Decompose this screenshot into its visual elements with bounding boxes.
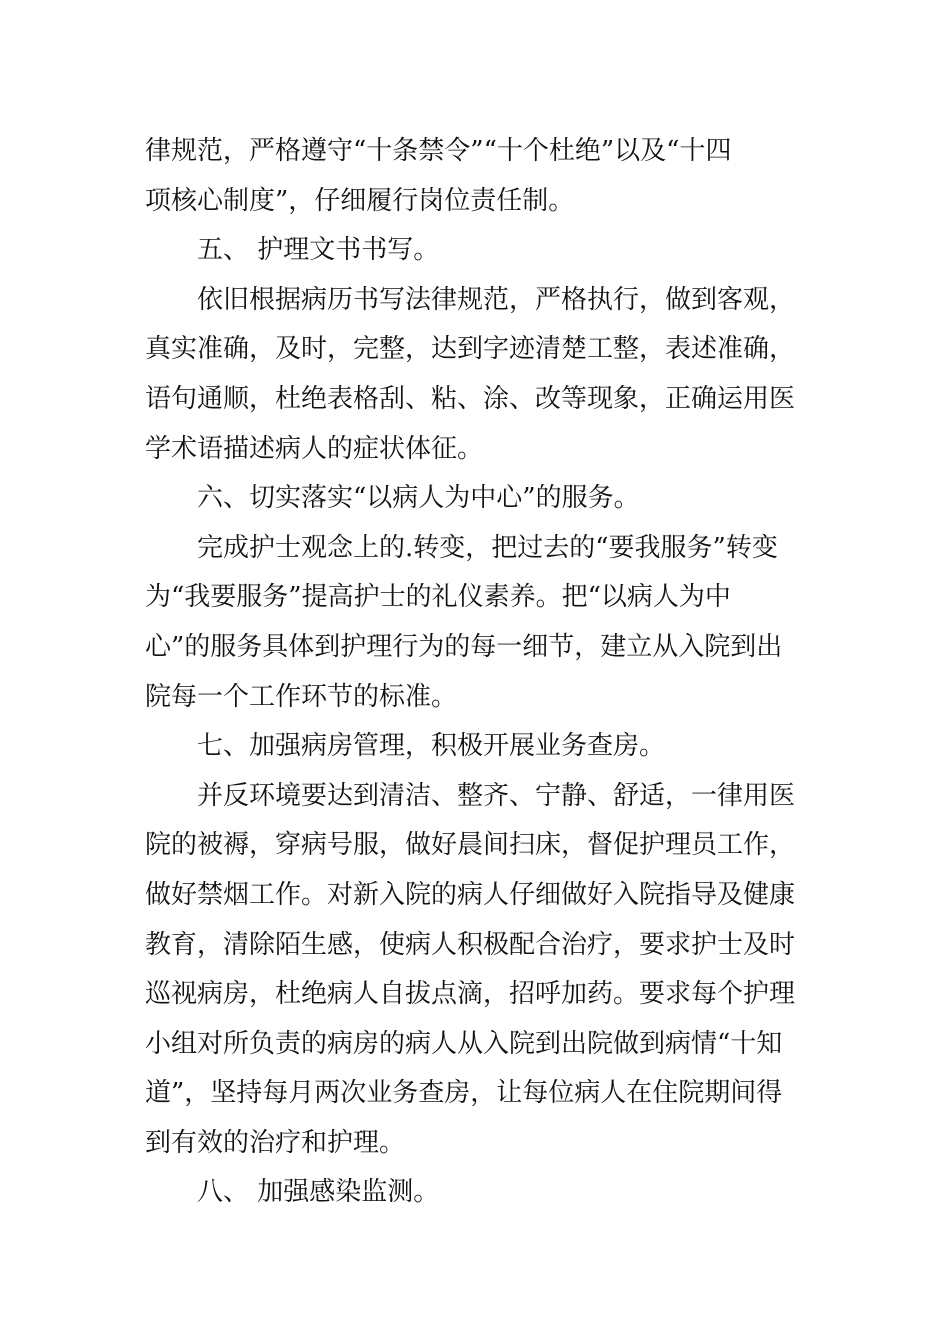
paragraph-line: 律规范，严格遵守“十条禁令”“十个杜绝”以及“十四 xyxy=(145,136,732,166)
paragraph-line: 小组对所负责的病房的病人从入院到出院做到病情“十知 xyxy=(145,1028,783,1059)
paragraph-line: 院每一个工作环节的标准。 xyxy=(145,681,458,712)
paragraph-line: 教育，清除陌生感，使病人积极配合治疗，要求护士及时 xyxy=(145,929,796,960)
paragraph-line: 心”的服务具体到护理行为的每一细节，建立从入院到出 xyxy=(145,631,783,662)
paragraph-line: 为“我要服务”提高护士的礼仪素养。把“以病人为中 xyxy=(145,582,731,613)
section-heading-8: 八、 加强感染监测。 xyxy=(197,1177,440,1208)
paragraph-line: 真实准确，及时，完整，达到字迹清楚工整，表述准确， xyxy=(145,334,796,365)
paragraph-line: 完成护士观念上的.转变，把过去的“要我服务”转变 xyxy=(197,532,778,563)
paragraph-line: 院的被褥，穿病号服，做好晨间扫床，督促护理员工作， xyxy=(145,830,796,861)
document-body xyxy=(145,127,807,1218)
paragraph-line: 依旧根据病历书写法律规范，严格执行，做到客观， xyxy=(197,284,796,315)
paragraph-line: 巡视病房，杜绝病人自拔点滴，招呼加药。要求每个护理 xyxy=(145,979,796,1010)
paragraph-line: 项核心制度”，仔细履行岗位责任制。 xyxy=(145,185,575,216)
paragraph-line: 语句通顺，杜绝表格刮、粘、涂、改等现象，正确运用医 xyxy=(145,383,796,414)
paragraph-line: 道”，坚持每月两次业务查房，让每位病人在住院期间得 xyxy=(145,1078,783,1109)
section-heading-5: 五、 护理文书书写。 xyxy=(197,235,440,266)
paragraph-line: 做好禁烟工作。对新入院的病人仔细做好入院指导及健康 xyxy=(145,879,796,910)
section-heading-6: 六、切实落实“以病人为中心”的服务。 xyxy=(197,483,640,514)
section-heading-7: 七、加强病房管理，积极开展业务查房。 xyxy=(197,731,666,762)
paragraph-line: 到有效的治疗和护理。 xyxy=(145,1127,406,1158)
paragraph-line: 并反环境要达到清洁、整齐、宁静、舒适，一律用医 xyxy=(197,780,796,811)
paragraph-line: 学术语描述病人的症状体征。 xyxy=(145,433,484,464)
